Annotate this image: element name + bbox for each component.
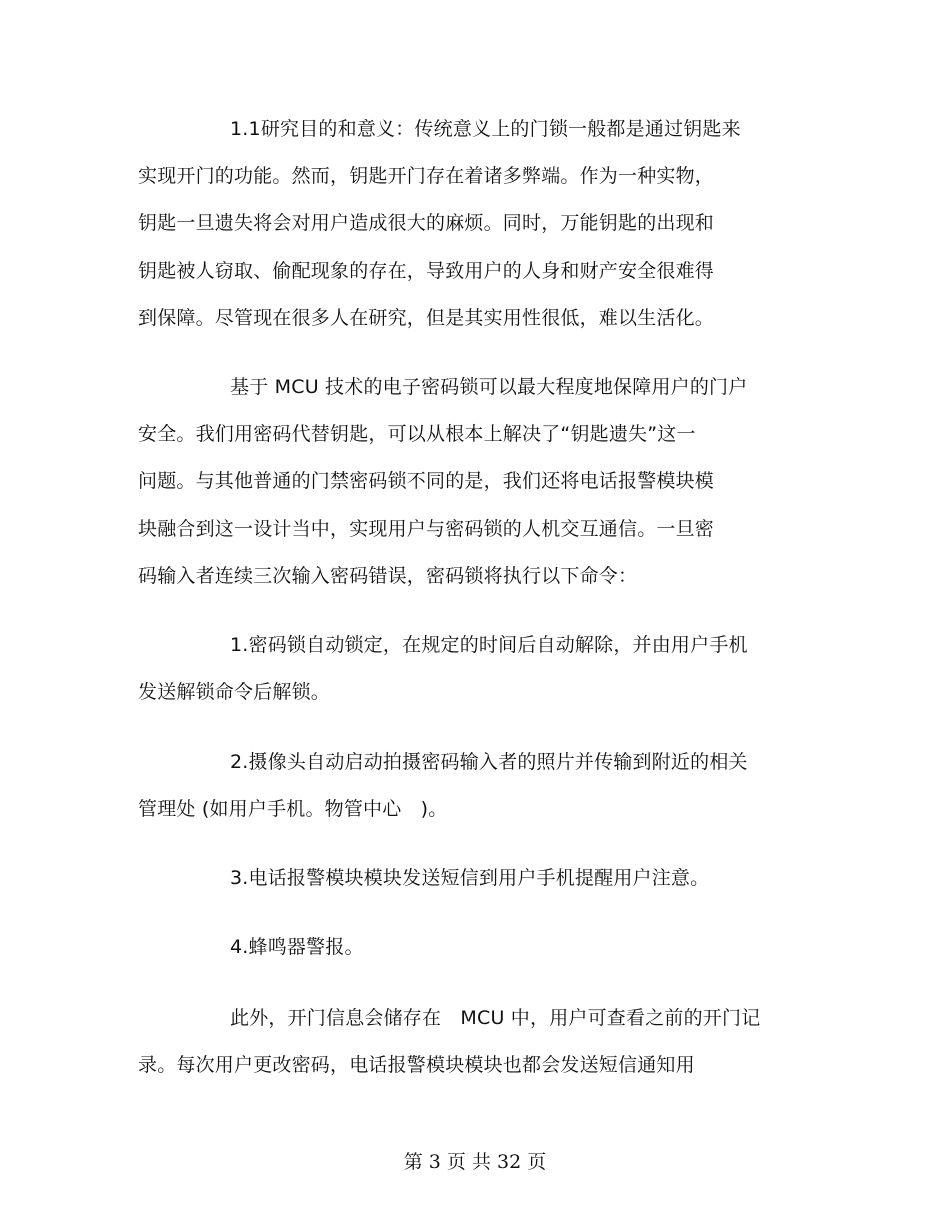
paragraph-3-line-1: 1.密码锁自动锁定，在规定的时间后自动解除，并由用户手机 — [230, 634, 748, 656]
paragraph-1-line-4: 钥匙被人窃取、偷配现象的存在，导致用户的人身和财产安全很难得 — [138, 260, 715, 282]
paragraph-5-line-1: 3.电话报警模块模块发送短信到用户手机提醒用户注意。 — [230, 867, 710, 889]
paragraph-6-line-1: 4.蜂鸣器警报。 — [230, 936, 364, 958]
paragraph-2-line-1: 基于 MCU 技术的电子密码锁可以最大程度地保障用户的门户 — [230, 376, 748, 398]
paragraph-3-line-2: 发送解锁命令后解锁。 — [138, 681, 331, 703]
paragraph-1-line-2: 实现开门的功能。然而，钥匙开门存在着诸多弊端。作为一种实物， — [138, 165, 715, 187]
paragraph-1-line-5: 到保障。尽管现在很多人在研究，但是其实用性很低，难以生活化。 — [138, 307, 715, 329]
paragraph-7-line-1: 此外，开门信息会储存在 MCU 中，用户可查看之前的开门记 — [230, 1007, 761, 1029]
paragraph-1-line-1: 1.1研究目的和意义：传统意义上的门锁一般都是通过钥匙来 — [230, 118, 741, 140]
paragraph-4-line-2: 管理处 (如用户手机。物管中心 )。 — [138, 798, 448, 820]
paragraph-2-line-5: 码输入者连续三次输入密码错误，密码锁将执行以下命令： — [138, 565, 638, 587]
paragraph-4-line-1: 2.摄像头自动启动拍摄密码输入者的照片并传输到附近的相关 — [230, 751, 748, 773]
paragraph-1-line-3: 钥匙一旦遗失将会对用户造成很大的麻烦。同时，万能钥匙的出现和 — [138, 212, 715, 234]
page-footer: 第 3 页 共 32 页 — [403, 1151, 547, 1173]
paragraph-2-line-4: 块融合到这一设计当中，实现用户与密码锁的人机交互通信。一旦密 — [138, 518, 715, 540]
paragraph-2-line-3: 问题。与其他普通的门禁密码锁不同的是，我们还将电话报警模块模 — [138, 470, 715, 492]
paragraph-2-line-2: 安全。我们用密码代替钥匙，可以从根本上解决了“钥匙遗失”这一 — [138, 423, 696, 445]
paragraph-7-line-2: 录。每次用户更改密码，电话报警模块模块也都会发送短信通知用 — [138, 1054, 695, 1076]
